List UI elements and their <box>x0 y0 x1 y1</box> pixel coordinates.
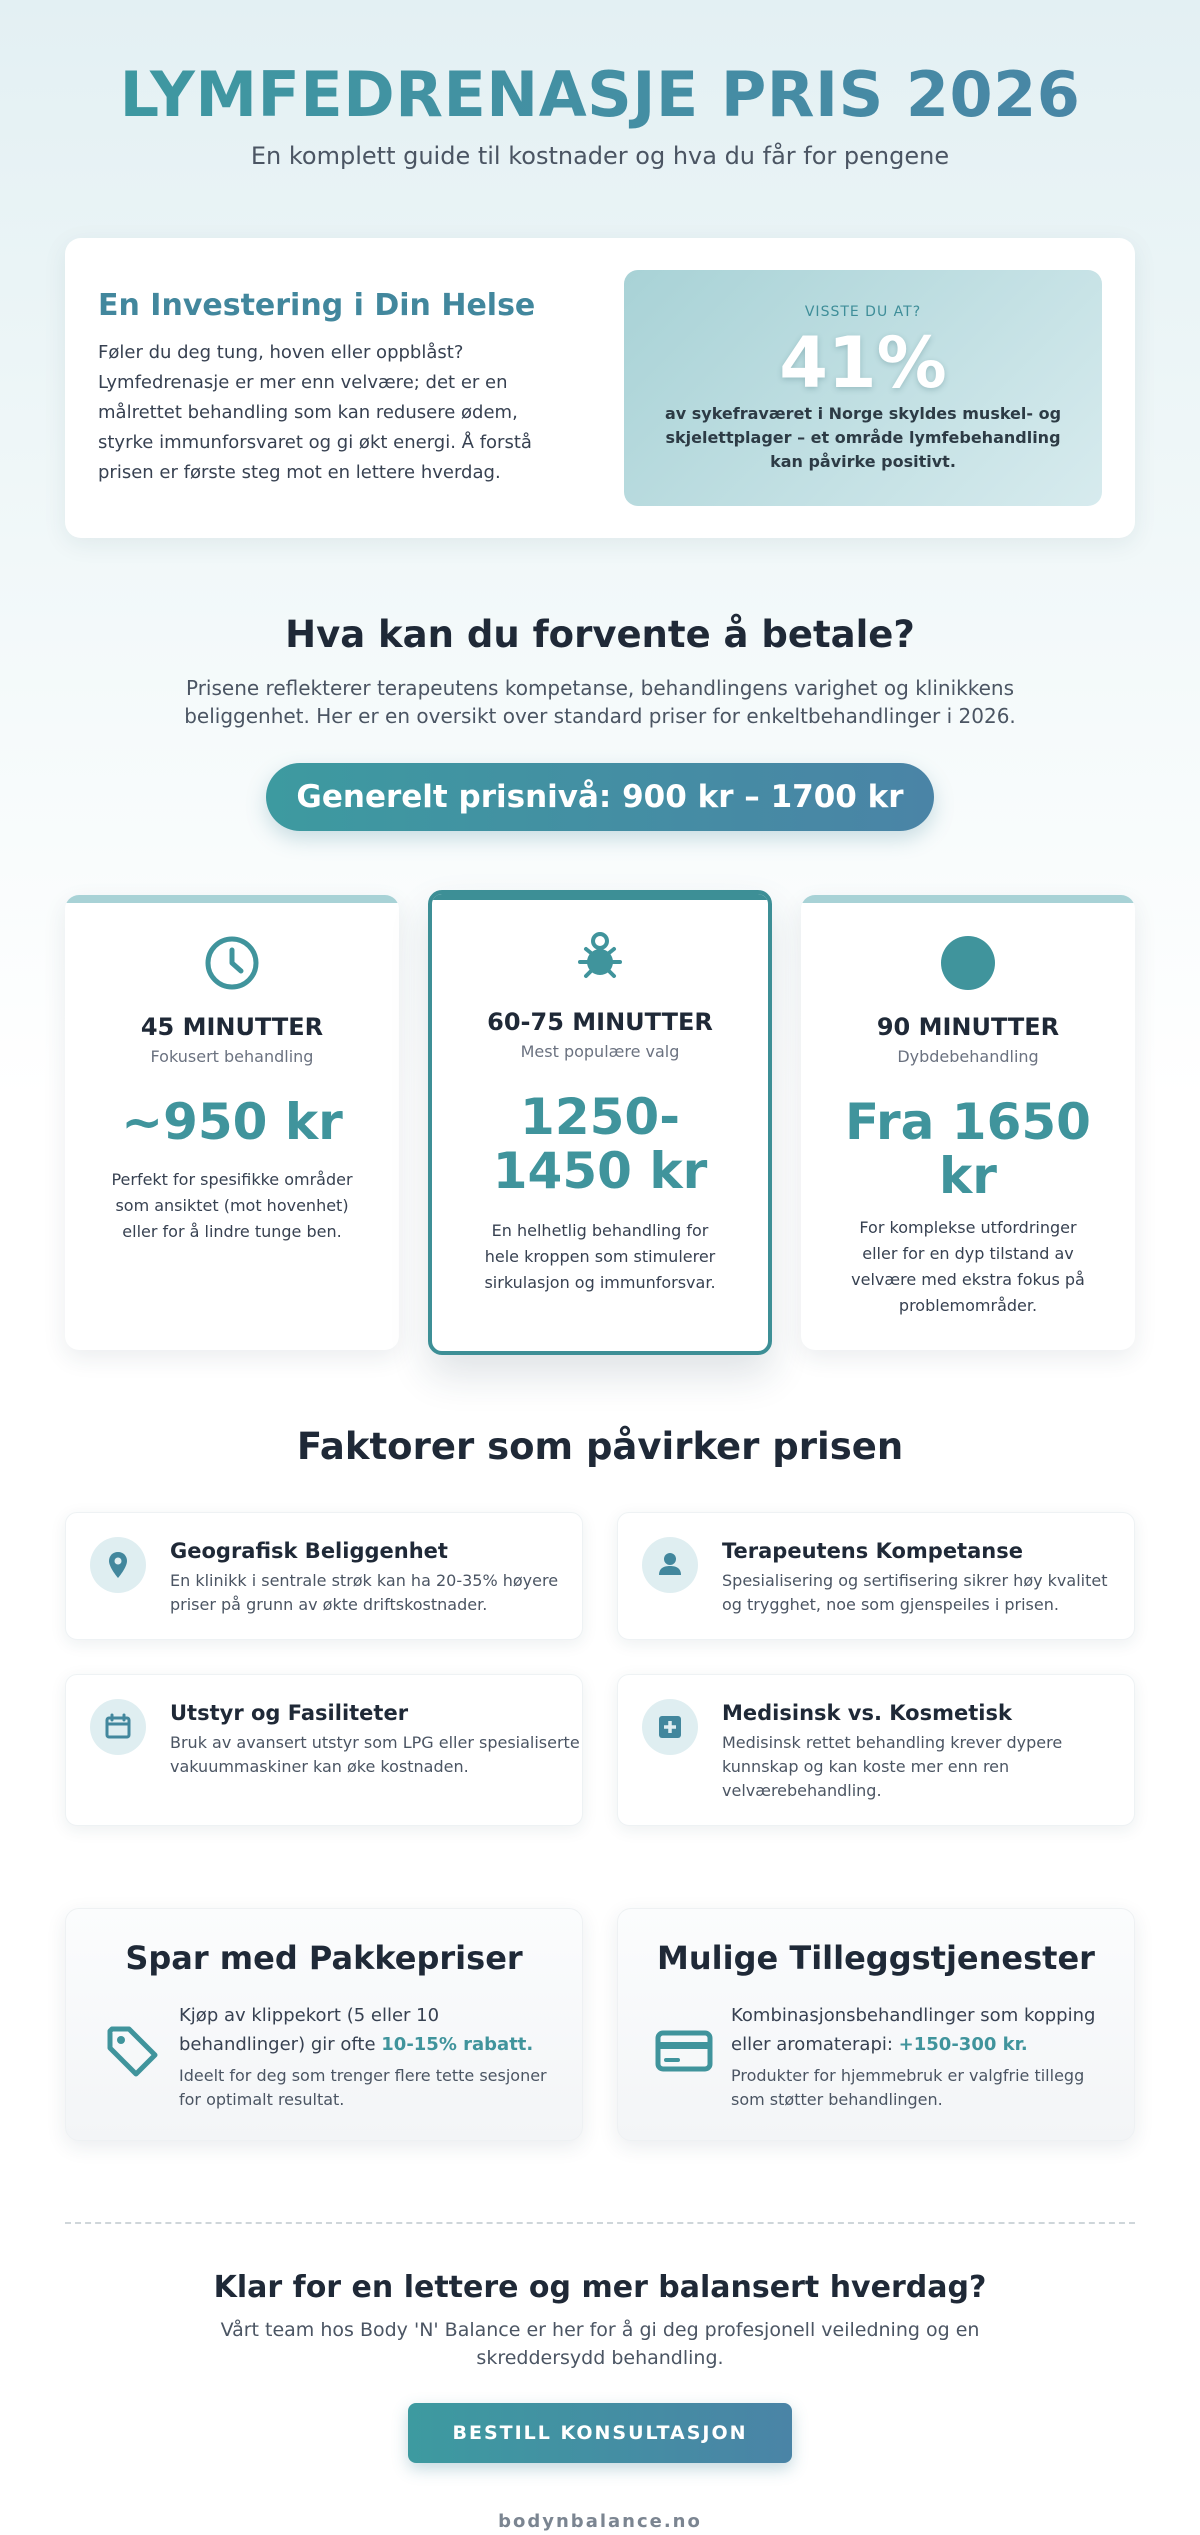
cta-text: Vårt team hos Body 'N' Balance er her for å gi deg profesjonell veiledning og en skreddersydd behandling. <box>220 2319 980 2369</box>
factor-text: Spesialisering og sertifisering sikrer høy kvalitet og trygghet, noe som gjenspeiles i prisen. <box>722 1571 1108 1614</box>
factor-card-medical <box>617 1674 1135 1826</box>
price-range-pill: Generelt prisnivå: 900 kr – 1700 kr <box>266 763 934 831</box>
stat-value: 41% <box>779 322 947 404</box>
factor-text: En klinikk i sentrale strøk kan ha 20-35% høyere priser på grunn av økte driftskostnader. <box>170 1571 559 1614</box>
factor-icon-circle <box>642 1537 698 1593</box>
offer-main-before: Kjøp av klippekort (5 eller 10 behandlinger) gir ofte <box>179 2005 440 2055</box>
factor-text: Bruk av avansert utstyr som LPG eller spesialiserte vakuummaskiner kan øke kostnaden. <box>170 1733 580 1776</box>
factor-icon-circle <box>90 1537 146 1593</box>
calendar-icon <box>90 1699 146 1755</box>
card-top-bar <box>801 895 1135 903</box>
tag-icon <box>102 2021 162 2081</box>
stat-label: VISSTE DU AT? <box>804 304 922 320</box>
price-card-45 <box>65 895 399 1350</box>
offer-highlight: +150-300 kr. <box>898 2034 1028 2055</box>
factors-heading: Faktorer som påvirker prisen <box>296 1425 904 1468</box>
cta-heading: Klar for en lettere og mer balansert hverdag? <box>213 2270 987 2305</box>
offer-card-extras <box>617 1908 1135 2141</box>
user-icon <box>642 1537 698 1593</box>
card-top-bar <box>65 895 399 903</box>
offer-title: Mulige Tilleggstjenester <box>657 1939 1095 1977</box>
stat-box <box>624 270 1102 506</box>
factor-title: Terapeutens Kompetanse <box>722 1539 1023 1563</box>
medical-plus-icon <box>642 1699 698 1755</box>
price-card-description: Perfekt for spesifikke områder som ansiktet (mot hovenhet) eller for å lindre tunge ben. <box>111 1170 353 1241</box>
intro-heading: En Investering i Din Helse <box>98 288 536 323</box>
offer-card-packages <box>65 1908 583 2141</box>
offer-main-before: Kombinasjonsbehandlinger som kopping eller aromaterapi: <box>731 2005 1096 2055</box>
price-card-description: En helhetlig behandling for hele kroppen som stimulerer sirkulasjon og immunforsvar. <box>484 1221 716 1292</box>
footer-site-link[interactable]: bodynbalance.no <box>498 2511 702 2532</box>
factor-title: Medisinsk vs. Kosmetisk <box>722 1701 1012 1725</box>
pricing-text: Prisene reflekterer terapeutens kompetanse, behandlingens varighet og klinikkens beliggenhet. Her er en oversikt over standard priser for enkeltbehandlinger i 2026. <box>184 676 1016 728</box>
offer-note: Produkter for hjemmebruk er valgfrie tillegg som støtter behandlingen. <box>731 2066 1085 2109</box>
price-card-60-75 <box>428 890 772 1355</box>
offer-main-text <box>179 2001 559 2059</box>
offer-main-text <box>731 2001 1111 2059</box>
factor-icon-circle <box>90 1699 146 1755</box>
stat-text: av sykefraværet i Norge skyldes muskel- og skjelettplager – et område lymfebehandling kan påvirke positivt. <box>664 404 1062 471</box>
factor-icon-circle <box>642 1699 698 1755</box>
price-card-title: 60-75 MINUTTER <box>487 1008 713 1036</box>
intro-text: Føler du deg tung, hoven eller oppblåst? Lymfedrenasje er mer enn velvære; det er en målrettet behandling som kan redusere ødem, styrke immunforsvaret og gi økt energi. Å forstå prisen er første steg mot en lettere hverdag. <box>98 342 532 483</box>
factor-card-competence <box>617 1512 1135 1640</box>
page-title: LYMFEDRENASJE PRIS 2026 <box>0 58 1200 131</box>
clock-icon <box>204 935 260 991</box>
virus-icon <box>572 930 628 986</box>
intro-card <box>65 238 1135 538</box>
factor-text: Medisinsk rettet behandling krever dypere kunnskap og kan koste mer enn ren velværebehandling. <box>722 1733 1063 1800</box>
factor-title: Geografisk Beliggenhet <box>170 1539 448 1563</box>
price-card-subtitle: Fokusert behandling <box>150 1047 314 1066</box>
price-card-price: 1250-1450 kr <box>492 1088 708 1200</box>
offer-highlight: 10-15% rabatt. <box>381 2034 534 2055</box>
circle-icon <box>940 935 996 991</box>
factor-card-equipment <box>65 1674 583 1826</box>
card-top-bar <box>432 894 768 900</box>
factor-card-location <box>65 1512 583 1640</box>
section-divider <box>65 2222 1135 2224</box>
book-consultation-button[interactable]: BESTILL KONSULTASJON <box>408 2403 792 2463</box>
price-card-subtitle: Mest populære valg <box>520 1042 680 1061</box>
location-pin-icon <box>90 1537 146 1593</box>
price-card-subtitle: Dybdebehandling <box>897 1047 1039 1066</box>
price-card-price: Fra 1650 kr <box>845 1093 1091 1205</box>
price-card-description: For komplekse utfordringer eller for en dyp tilstand av velvære med ekstra fokus på problemområder. <box>851 1218 1085 1315</box>
offer-note: Ideelt for deg som trenger flere tette sesjoner for optimalt resultat. <box>179 2066 547 2109</box>
price-card-90 <box>801 895 1135 1350</box>
price-card-title: 45 MINUTTER <box>140 1013 324 1041</box>
offer-title: Spar med Pakkepriser <box>125 1939 523 1977</box>
credit-card-icon <box>654 2021 714 2081</box>
price-card-price: ~950 kr <box>121 1093 343 1151</box>
price-card-title: 90 MINUTTER <box>876 1013 1060 1041</box>
factor-title: Utstyr og Fasiliteter <box>170 1701 409 1725</box>
page-subtitle: En komplett guide til kostnader og hva du får for pengene <box>250 142 950 170</box>
pricing-heading: Hva kan du forvente å betale? <box>285 613 915 656</box>
